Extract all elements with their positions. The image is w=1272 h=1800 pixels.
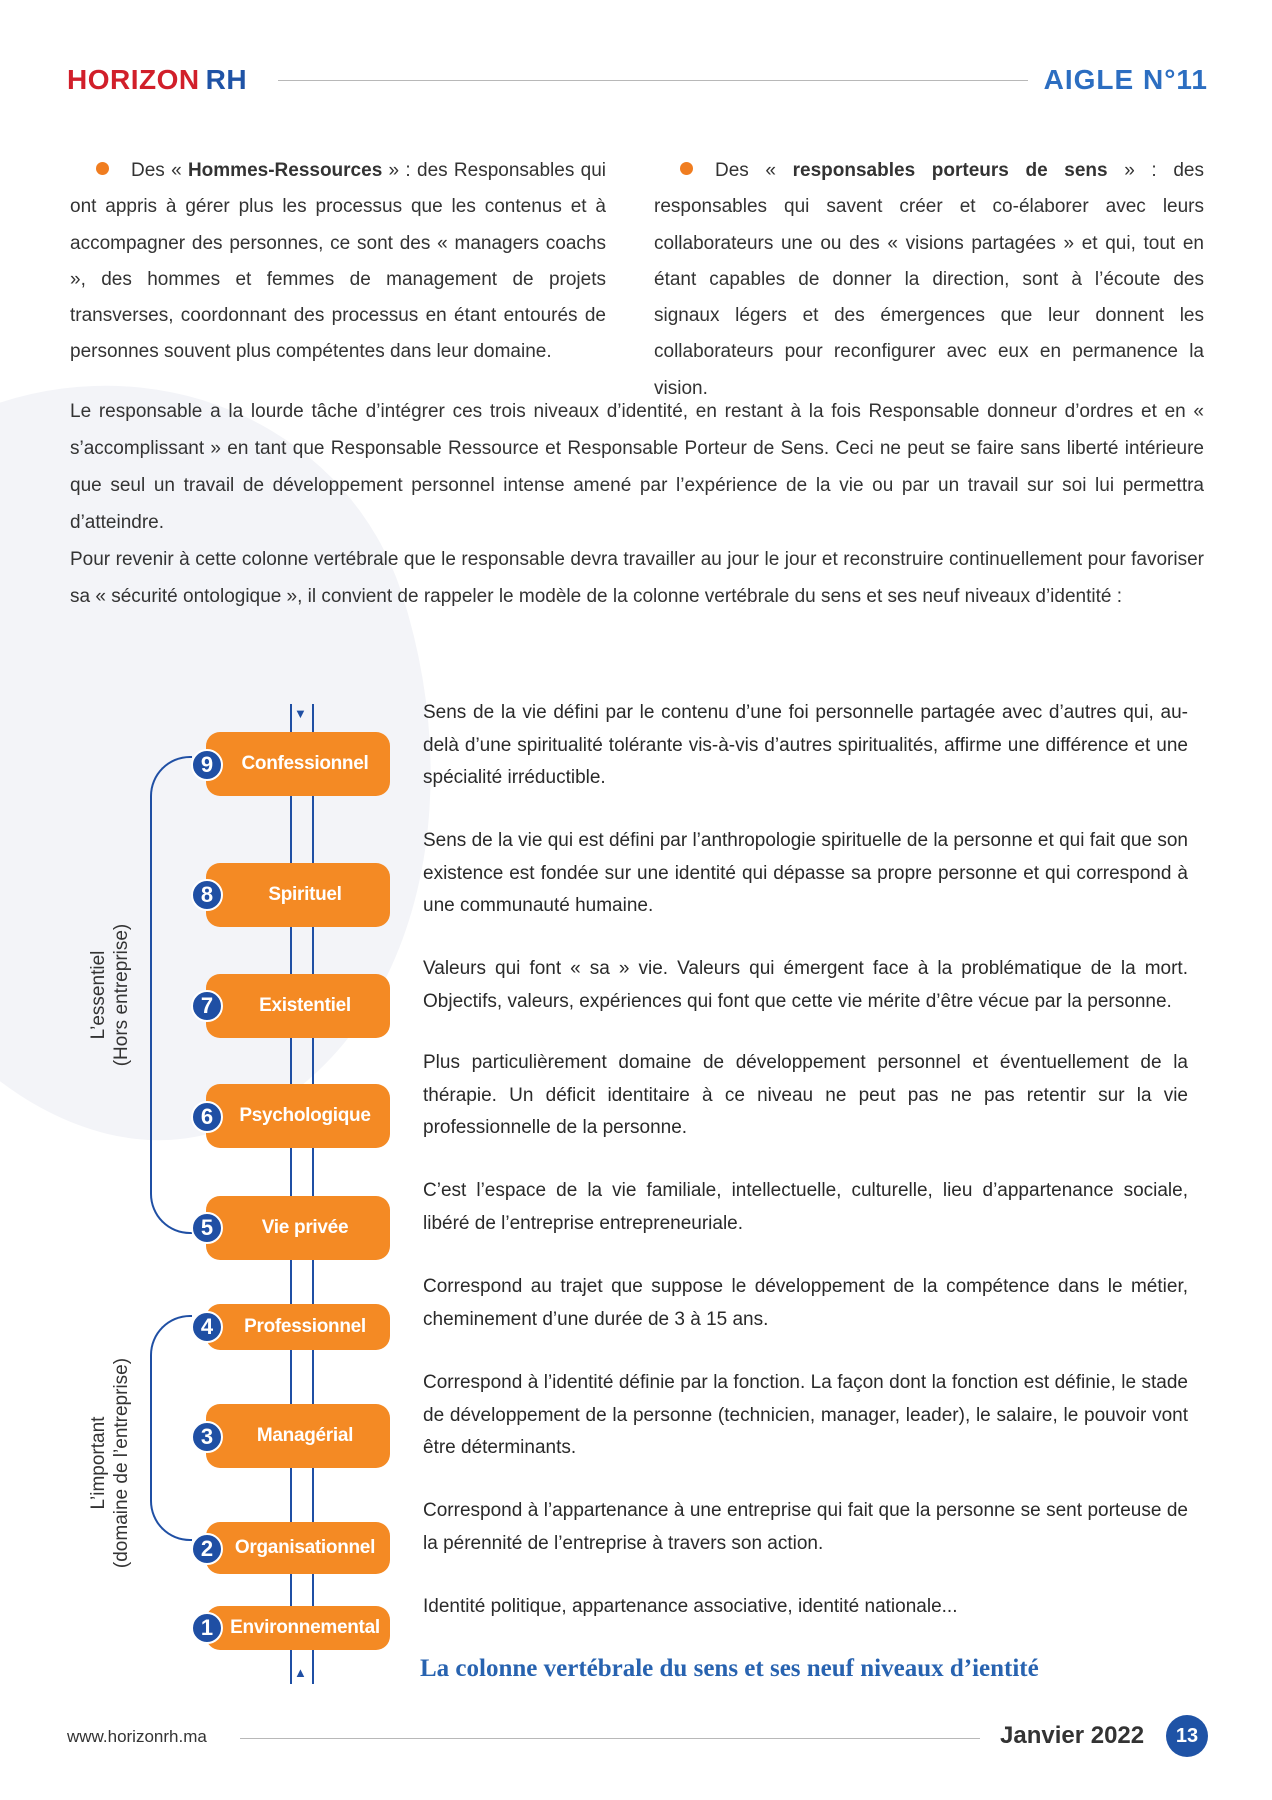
level-box-managerial: Managérial <box>206 1404 390 1468</box>
level-desc-managerial: Correspond à l’identité définie par la fonction. La façon dont la fonction est définie, le stade de développement de la personne (technicien, manager, leader), le salaire, le pouvoir vont être déterminants. <box>423 1372 1188 1458</box>
level-box-professionnel: Professionnel <box>206 1304 390 1350</box>
level-box-environnemental: Environnemental <box>206 1606 390 1650</box>
level-number-6: 6 <box>191 1101 223 1133</box>
level-number-7: 7 <box>191 990 223 1022</box>
group-label-important-title: L’important <box>88 1416 109 1510</box>
column-left-text: » : des Responsables qui ont appris à gérer plus les processus que les contenus et à accompagner des personnes, ce sont des « managers coachs », des hommes et femmes de management de projets transverses, coordonnant des processus en étant entourés de personnes souvent plus compétentes dans leur domaine. <box>70 160 606 363</box>
website-link[interactable]: www.horizonrh.ma <box>67 1727 207 1746</box>
footer-divider <box>240 1738 980 1739</box>
group-label-essentiel <box>87 860 133 1130</box>
group-label-important <box>87 1328 133 1598</box>
group-label-essentiel-sub: (Hors entreprise) <box>111 923 132 1067</box>
level-desc-spirituel: Sens de la vie qui est défini par l’anthropologie spirituelle de la personne et qui fait que son existence est fondée sur une identité qui dépasse sa propre personne et qui correspond à une communauté humaine. <box>423 830 1188 916</box>
level-desc-environnemental: Identité politique, appartenance associative, identité nationale... <box>423 1596 958 1617</box>
group-label-important-sub: (domaine de l’entreprise) <box>111 1357 132 1569</box>
level-desc-organisationnel: Correspond à l’appartenance à une entreprise qui fait que la personne se sent porteuse de la pérennité de l’entreprise à travers son action. <box>423 1500 1188 1554</box>
column-left-prefix: Des « <box>131 160 188 181</box>
level-desc-vie-privee: C’est l’espace de la vie familiale, intellectuelle, culturelle, lieu d’appartenance sociale, libéré de l’entreprise entrepreneuriale. <box>423 1180 1188 1234</box>
issue-number: AIGLE N°11 <box>1043 64 1208 95</box>
header-divider <box>278 80 1028 81</box>
bullet-icon <box>680 162 693 175</box>
level-desc-psychologique: Plus particulièrement domaine de développement personnel et éventuellement de la thérapie. Un déficit identitaire à ce niveau ne peut pas ne pas retentir sur la vie professionnelle de la personne. <box>423 1052 1188 1138</box>
group-label-essentiel-title: L’essentiel <box>88 950 109 1040</box>
level-number-4: 4 <box>191 1311 223 1343</box>
column-porteurs-de-sens <box>654 153 1204 407</box>
body-text <box>70 393 1204 615</box>
page-number: 13 <box>1166 1715 1208 1757</box>
level-number-8: 8 <box>191 879 223 911</box>
level-desc-professionnel: Correspond au trajet que suppose le développement de la compétence dans le métier, cheminement d’une durée de 3 à 15 ans. <box>423 1276 1188 1330</box>
logo-main: HORIZON <box>67 64 200 95</box>
level-box-existentiel: Existentiel <box>206 974 390 1038</box>
level-desc-existentiel: Valeurs qui font « sa » vie. Valeurs qui émergent face à la problématique de la mort. Objectifs, valeurs, expériences qui font que cette vie mérite d’être vécue par la personne. <box>423 958 1188 1012</box>
arrow-down-icon: ▼ <box>294 706 307 721</box>
page-header <box>0 0 1272 120</box>
issue-date: Janvier 2022 <box>1000 1722 1145 1749</box>
level-number-1: 1 <box>191 1612 223 1644</box>
arrow-up-icon: ▲ <box>294 1665 307 1680</box>
diagram-caption: La colonne vertébrale du sens et ses neuf niveaux d’ientité <box>420 1655 1039 1682</box>
column-hommes-ressources <box>70 153 606 371</box>
column-right-bold: responsables porteurs de sens <box>792 160 1108 181</box>
column-right-text: » : des responsables qui savent créer et co-élaborer avec leurs collaborateurs une ou des « visions partagées » et qui, tout en étant capables de donner la direction, sont à l’écoute des signaux légers et des émergences que leur donnent les collaborateurs pour reconfigurer avec eux en permanence la vision. <box>654 160 1204 399</box>
column-left-bold: Hommes-Ressources <box>187 160 383 181</box>
bracket-essentiel <box>150 756 192 1234</box>
level-desc-confessionnel: Sens de la vie défini par le contenu d’une foi personnelle partagée avec d’autres qui, au-delà d’une spiritualité tolérante vis-à-vis d’autres spiritualités, affirme une différence et une spécialité irréductible. <box>423 702 1188 788</box>
level-number-5: 5 <box>191 1212 223 1244</box>
level-box-organisationnel: Organisationnel <box>206 1522 390 1574</box>
level-box-vie-privee: Vie privée <box>206 1196 390 1260</box>
level-box-confessionnel: Confessionnel <box>206 732 390 796</box>
page-footer <box>0 1720 1272 1780</box>
bullet-icon <box>96 162 109 175</box>
column-right-prefix: Des « <box>715 160 793 181</box>
paragraph-1: Le responsable a la lourde tâche d’intégrer ces trois niveaux d’identité, en restant à la fois Responsable donneur d’ordres et en « s’accomplissant » en tant que Responsable Ressource et Responsable Porteur de Sens. Ceci ne peut se faire sans liberté intérieure que seul un travail de développement personnel intense amené par l’expérience de la vie ou par un travail sur soi lui permettra d’atteindre. <box>70 401 1204 533</box>
paragraph-2: Pour revenir à cette colonne vertébrale que le responsable devra travailler au jour le jour et reconstruire continuellement pour favoriser sa « sécurité ontologique », il convient de rappeler le modèle de la colonne vertébrale du sens et ses neuf niveaux d’identité : <box>70 549 1204 607</box>
level-box-spirituel: Spirituel <box>206 863 390 927</box>
level-number-2: 2 <box>191 1533 223 1565</box>
level-number-9: 9 <box>191 749 223 781</box>
logo <box>67 64 247 96</box>
bracket-important <box>150 1315 192 1541</box>
level-number-3: 3 <box>191 1421 223 1453</box>
level-box-psychologique: Psychologique <box>206 1084 390 1148</box>
logo-accent: RH <box>205 64 248 95</box>
